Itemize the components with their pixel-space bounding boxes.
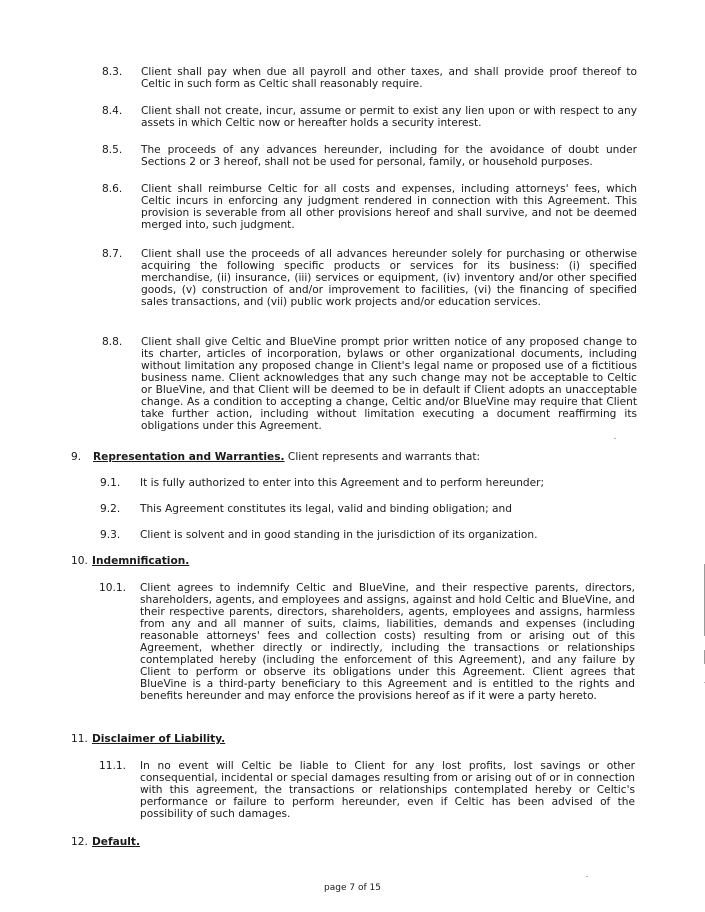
clause-text: Client shall pay when due all payroll and other taxes, and shall provide proof thereof to Celtic in such form as Celtic shall reasonably require. — [141, 66, 637, 90]
section-number: 10. — [71, 555, 88, 567]
clause-number: 8.3. — [102, 66, 123, 78]
scan-artifact — [614, 438, 616, 439]
clause-text: Client shall not create, incur, assume or permit to exist any lien upon or with respect to any assets in which Celtic now or hereafter holds a security interest. — [141, 105, 637, 129]
clause-number: 11.1. — [99, 760, 126, 772]
clause-text: Client shall use the proceeds of all advances hereunder solely for purchasing or otherwise acquiring the following specific products or services for its business: (i) specified merchandise, (ii) insurance, (iii) services or equipment, (iv) inventory and/or other specified goods, (v) construction of and/or improvement to facilities, (vi) the financing of specified sales transactions, and (vii) public work projects and/or education services. — [141, 248, 637, 308]
clause-number: 8.5. — [102, 144, 123, 156]
clause-text: The proceeds of any advances hereunder, including for the avoidance of doubt under Sections 2 or 3 hereof, shall not be used for personal, family, or household purposes. — [141, 144, 637, 168]
clause-number: 10.1. — [99, 582, 126, 594]
clause-text: Client is solvent and in good standing in the jurisdiction of its organization. — [140, 529, 538, 541]
section-number: 11. — [71, 733, 88, 745]
clause-number: 9.3. — [100, 529, 121, 541]
section-title: Indemnification. — [92, 555, 190, 567]
clause-text: In no event will Celtic be liable to Client for any lost profits, lost savings or other consequential, incidental or special damages resulting from or arising out of or in connection with this agreement, the transactions or relationships contemplated hereby or Celtic's performance or failure to perform hereunder, even if Celtic has been advised of the possibility of such damages. — [140, 760, 635, 820]
clause-number: 8.8. — [102, 336, 123, 348]
clause-number: 8.6. — [102, 183, 123, 195]
clause-text: Client shall give Celtic and BlueVine prompt prior written notice of any proposed change to its charter, articles of incorporation, bylaws or other organizational documents, including without limitation any proposed change in Client's legal name or proposed use of a fictitious business name. Client acknowledges that any such change may not be acceptable to Celtic or BlueVine, and that Client will be deemed to be in default if Client adopts an unacceptable change. As a condition to accepting a change, Celtic and/or BlueVine may require that Client take further action, including without limitation executing a document reaffirming its obligations under this Agreement. — [141, 336, 637, 432]
section-title-line — [93, 451, 480, 463]
clause-number: 8.7. — [102, 248, 123, 260]
section-title: Disclaimer of Liability. — [92, 733, 226, 745]
page-footer: page 7 of 15 — [324, 883, 381, 893]
clause-text: It is fully authorized to enter into this Agreement and to perform hereunder; — [140, 477, 545, 489]
section-title: Default. — [92, 836, 140, 848]
clause-text: Client shall reimburse Celtic for all costs and expenses, including attorneys' fees, which Celtic incurs in enforcing any judgment rendered in connection with this Agreement. This provision is severable from all other provisions hereof and shall survive, and not be deemed merged into, such judgment. — [141, 183, 637, 231]
section-number: 12. — [71, 836, 88, 848]
clause-number: 9.1. — [100, 477, 121, 489]
clause-number: 9.2. — [100, 503, 121, 515]
scan-artifact — [586, 876, 588, 877]
clause-text: This Agreement constitutes its legal, valid and binding obligation; and — [140, 503, 512, 515]
clause-number: 8.4. — [102, 105, 123, 117]
section-number: 9. — [71, 451, 82, 463]
clause-text: Client agrees to indemnify Celtic and BlueVine, and their respective parents, directors, shareholders, agents, and employees and assigns, against and hold Celtic and BlueVine, and their respective parents, directors, shareholders, agents, employees and assigns, harmless from any and all manner of suits, claims, liabilities, demands and expenses (including reasonable attorneys' fees and collection costs) resulting from or arising out of this Agreement, whether directly or indirectly, including the transactions or relationships contemplated hereby (including the enforcement of this Agreement), and any failure by Client to perform or observe its obligations under this Agreement. Client agrees that BlueVine is a third-party beneficiary to this Agreement and is entitled to the rights and benefits hereunder and may enforce the provisions hereof as if it were a party hereto. — [140, 582, 635, 702]
section-intro: Client represents and warrants that: — [284, 451, 481, 463]
section-title: Representation and Warranties. — [93, 451, 285, 463]
